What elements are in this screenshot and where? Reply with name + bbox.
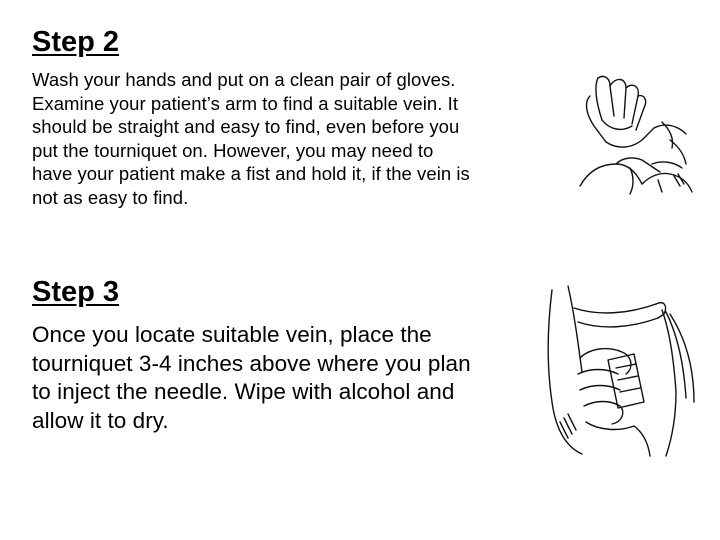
step-2-heading: Step 2: [32, 26, 120, 58]
step-2-line-5: have your patient make a fist and hold it, if the vein is: [32, 163, 470, 185]
glove-hands-icon: [570, 68, 700, 200]
step-2-line-6: not as easy to find.: [32, 186, 189, 208]
step-3-section: [32, 275, 537, 435]
step-3-line-1: Once you locate suitable vein, place the: [32, 322, 432, 347]
step-2-line-3: should be straight and easy to find, even before you: [32, 116, 460, 138]
step-3-line-4: allow it to dry.: [32, 407, 169, 433]
tourniquet-arm-drawing: [538, 282, 700, 458]
tourniquet-arm-icon: [538, 282, 700, 458]
step-2-section: [32, 25, 562, 210]
step-3-text: [32, 321, 537, 435]
step-3-line-3: to inject the needle. Wipe with alcohol and: [32, 379, 455, 405]
step-2-line-1: Wash your hands and put on a clean pair of gloves.: [32, 69, 456, 90]
step-2-line-2: Examine your patient’s arm to find a suitable vein. It: [32, 92, 459, 114]
glove-hands-drawing: [570, 68, 700, 200]
step-2-line-4: put the tourniquet on. However, you may need to: [32, 139, 434, 161]
step-3-heading: Step 3: [32, 276, 120, 308]
step-2-text: [32, 68, 562, 210]
step-3-line-2: tourniquet 3-4 inches above where you plan: [32, 350, 471, 376]
